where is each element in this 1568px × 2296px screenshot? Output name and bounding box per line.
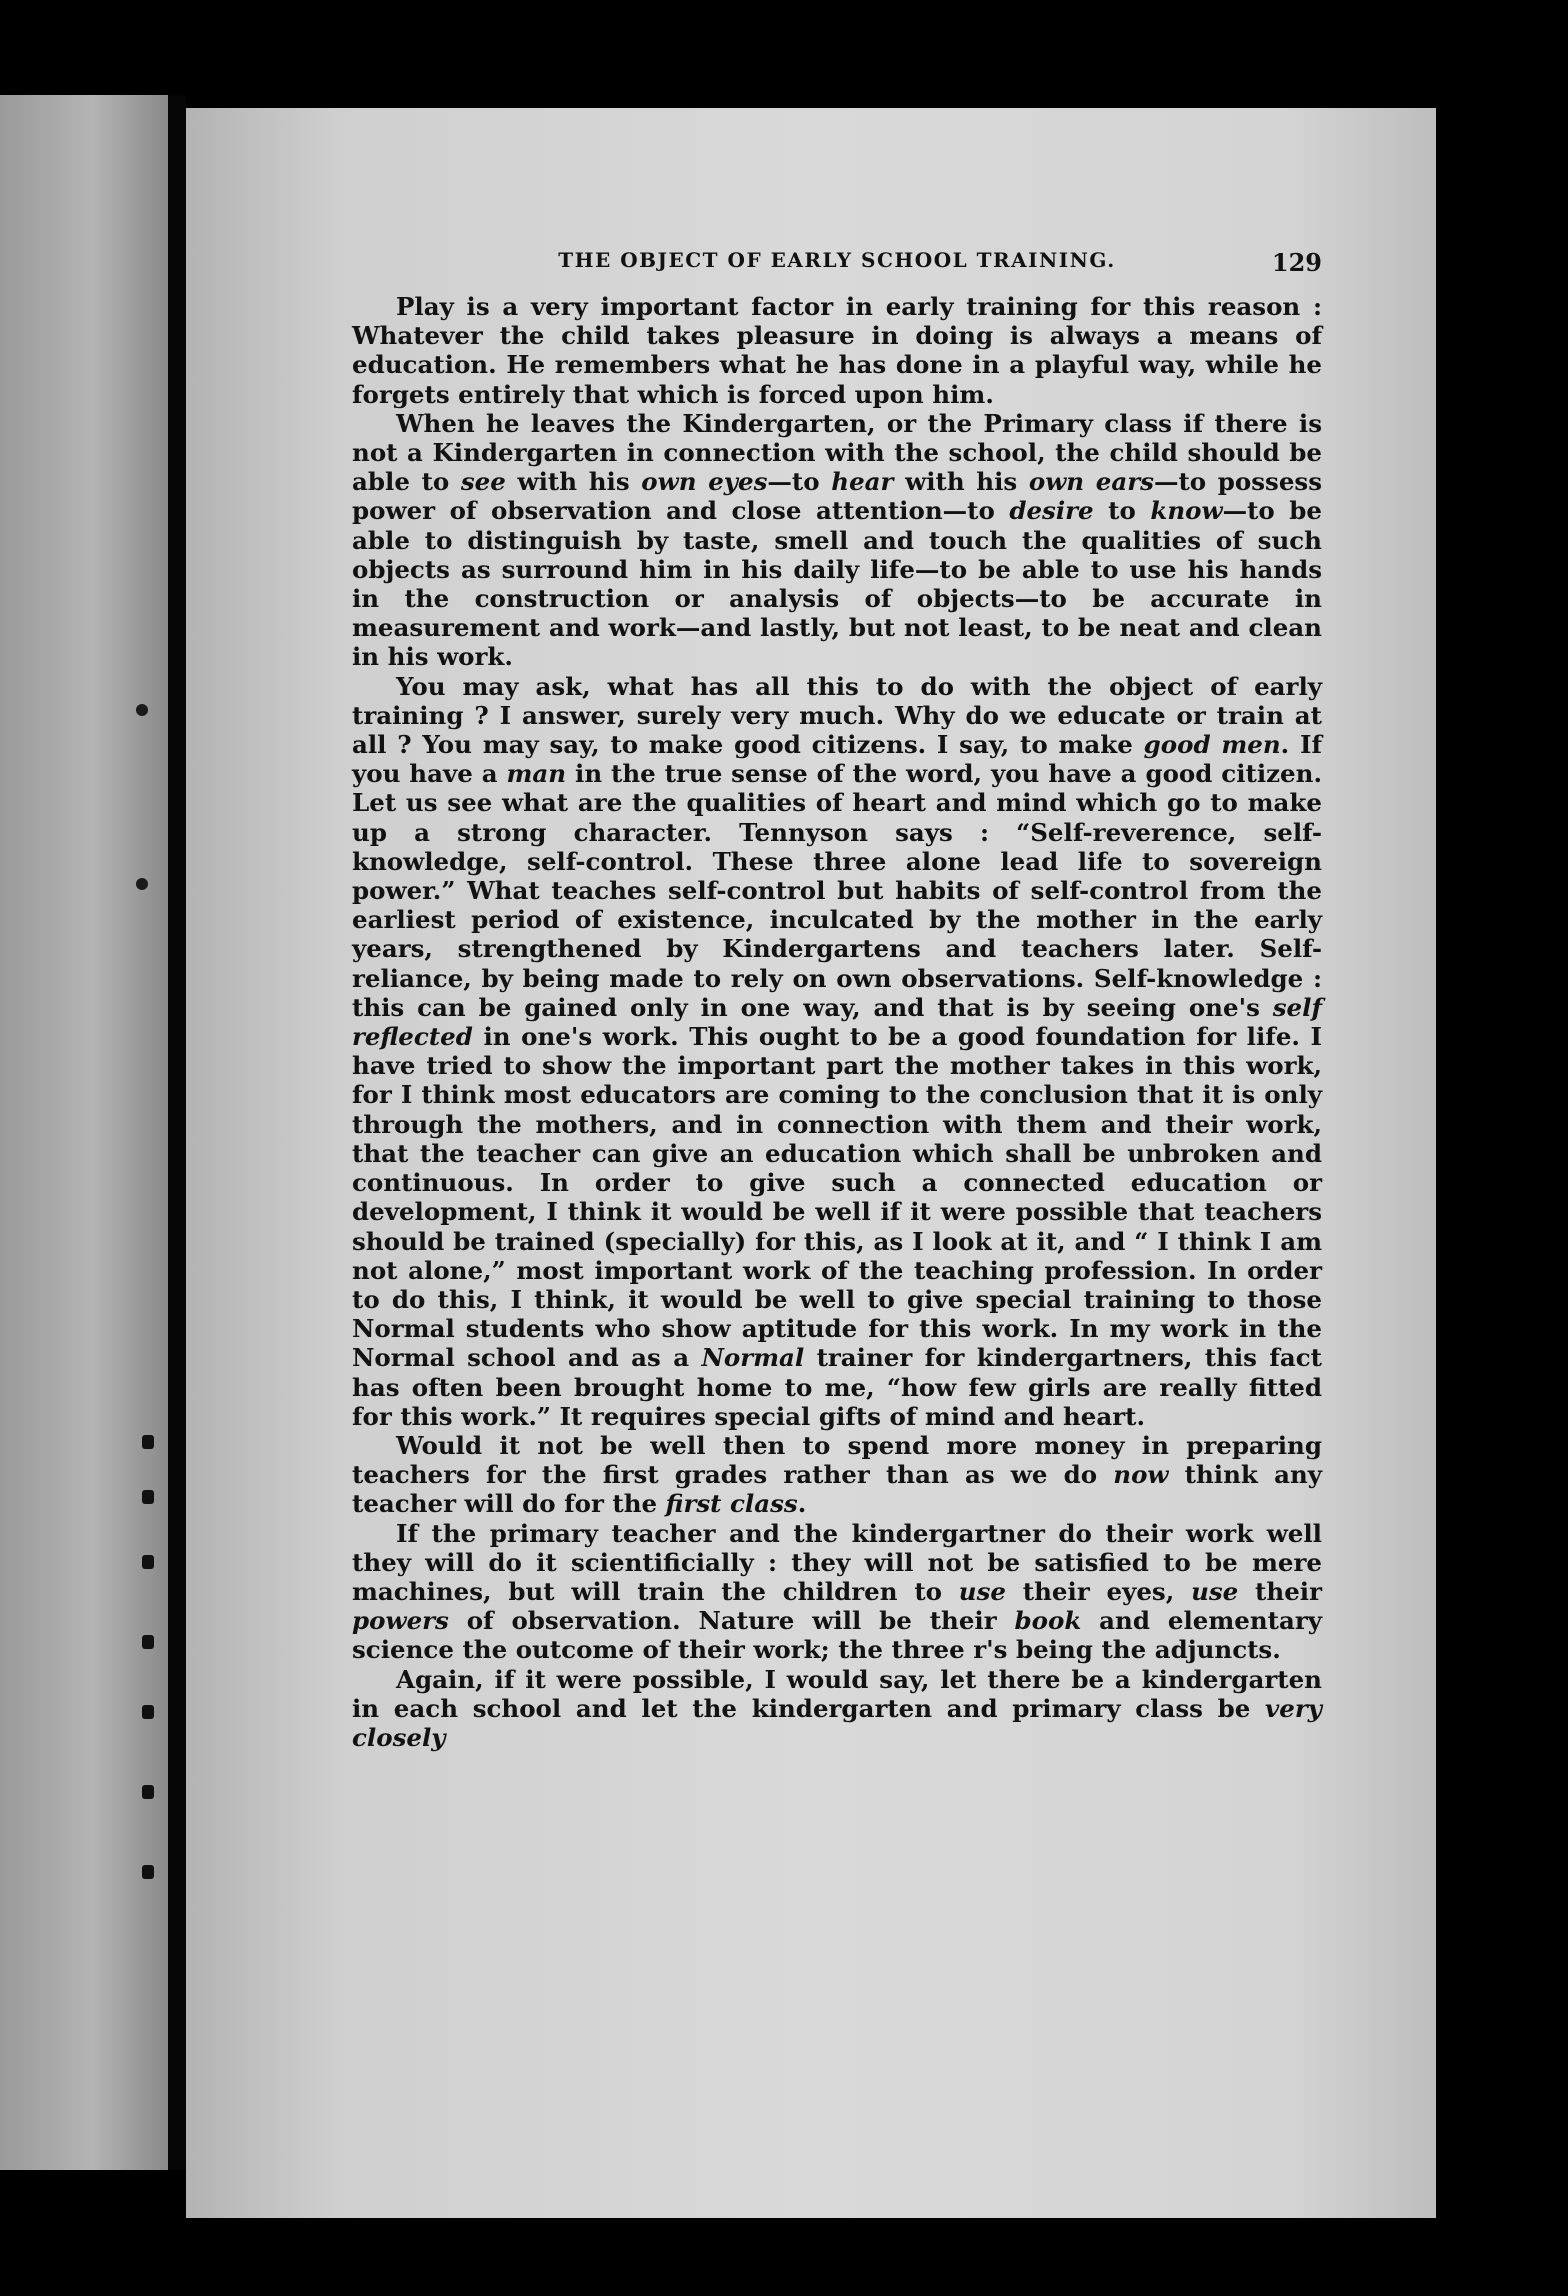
text-run: and elementary science the outcome of their work; the three r's being the adjuncts. [352, 1606, 1322, 1665]
paragraph [352, 1431, 1322, 1519]
text-run: their eyes, [1006, 1576, 1192, 1606]
running-head [352, 248, 1322, 288]
paragraph [352, 409, 1322, 672]
italic-run: good men [1143, 730, 1281, 760]
text-run: Again, if it were possible, I would say, let there be a kindergarten in each school and let the kindergarten and primary class be [352, 1664, 1322, 1723]
italic-run: know [1150, 496, 1223, 526]
text-run: think any teacher will do for the [352, 1460, 1322, 1519]
italic-run: first class [665, 1489, 798, 1519]
italic-run: use [1191, 1576, 1239, 1606]
text-run: with his [893, 467, 1029, 497]
facing-page-mark [142, 1865, 154, 1879]
italic-run: book [1014, 1606, 1082, 1636]
text-run: When he leaves the Kindergarten, or the Primary class if there is not a Kindergarten in connection with the school, the child should be able to [352, 408, 1322, 497]
binding-hole [136, 704, 148, 716]
text-run: in the true sense of the word, you have a good citizen. Let us see what are the qualities of heart and mind which go to make up a strong character. Tennyson says : “Self-reverence, self-knowledge, self-control. These three alone lead life to sovereign power.” What teaches self-control but habits of self-control from the earliest period of existence, inculcated by the mother in the early years, strengthened by Kindergartens and teachers later. Self-reliance, by being made to rely on own observations. Self-knowledge : this can be gained only in one way, and that is by seeing one's [352, 759, 1322, 1022]
italic-run: desire [1009, 496, 1094, 526]
text-run: . If you have a [352, 730, 1322, 789]
italic-run: man [506, 759, 567, 789]
text-run: of observation. Nature will be their [448, 1606, 1015, 1636]
text-run: to [1093, 496, 1151, 526]
italic-run: hear [831, 467, 894, 497]
facing-page-mark [142, 1705, 154, 1719]
page-content [352, 248, 1322, 1752]
italic-run: self reflected [352, 992, 1322, 1052]
italic-run: own eyes [641, 467, 768, 497]
italic-run: powers [352, 1606, 449, 1636]
text-run: in one's work. This ought to be a good foundation for life. I have tried to show the important part the mother takes in this work, for I think most educators are coming to the conclusion that it is only through the mothers, and in connection with them and their work, that the teacher can give an education which shall be unbroken and continuous. In order to give such a connected education or development, I think it would be well if it were possible that teachers should be trained (specially) for this, as I look at it, and “ I think I am not alone,” most important work of the teaching profession. In order to do this, I think, it would be well to give special training to those Normal students who show aptitude for this work. In my work in the Normal school and as a [352, 1022, 1322, 1373]
text-run: You may ask, what has all this to do with the object of early training ? I answer, surely very much. Why do we educate or train at all ? You may say, to make good citizens. I say, to make [352, 671, 1322, 760]
facing-page-mark [142, 1555, 154, 1569]
text-run: —to be able to distinguish by taste, smell and touch the qualities of such objects as surround him in his daily life—to be able to use his hands in the construction or analysis of objects—to be accurate in measurement and work—and lastly, but not least, to be neat and clean in his work. [352, 496, 1322, 672]
book-page [186, 108, 1436, 2218]
facing-page-mark [142, 1435, 154, 1449]
text-run: Would it not be well then to spend more money in preparing teachers for the first grades rather than as we do [352, 1430, 1322, 1490]
italic-run: Normal [701, 1343, 805, 1373]
facing-page-mark [142, 1785, 154, 1799]
text-run: If the primary teacher and the kindergartner do their work well they will do it scientificially : they will not be satisfied to be mere machines, but will train the children to [352, 1518, 1322, 1606]
text-run: Play is a very important factor in early training for this reason : Whatever the child takes pleasure in doing is always a means of education. He remembers what he has done in a playful way, while he forgets entirely that which is forced upon him. [352, 292, 1322, 409]
body-text [352, 292, 1322, 1752]
facing-page-mark [142, 1635, 154, 1649]
facing-page [0, 95, 168, 2170]
page-number: 129 [1271, 248, 1322, 277]
italic-run: very closely [352, 1693, 1322, 1752]
binding-hole [136, 878, 148, 890]
text-run: with his [505, 467, 642, 497]
italic-run: own ears [1028, 467, 1154, 497]
text-run: their [1238, 1576, 1322, 1606]
paragraph [352, 1665, 1322, 1753]
text-run: . [797, 1489, 807, 1519]
text-run: trainer for kindergartners, this fact has often been brought home to me, “how few girls are really fitted for this work.” It requires special gifts of mind and heart. [352, 1343, 1322, 1431]
paragraph [352, 672, 1322, 1431]
italic-run: now [1113, 1460, 1169, 1490]
running-title: THE OBJECT OF EARLY SCHOOL TRAINING. [558, 248, 1116, 272]
facing-page-mark [142, 1490, 154, 1504]
book-gutter [168, 95, 186, 2170]
italic-run: use [958, 1576, 1006, 1606]
paragraph [352, 292, 1322, 409]
text-run: —to [767, 467, 832, 497]
italic-run: see [460, 467, 506, 497]
text-run: —to possess power of observation and close attention—to [352, 467, 1323, 526]
paragraph [352, 1519, 1322, 1665]
